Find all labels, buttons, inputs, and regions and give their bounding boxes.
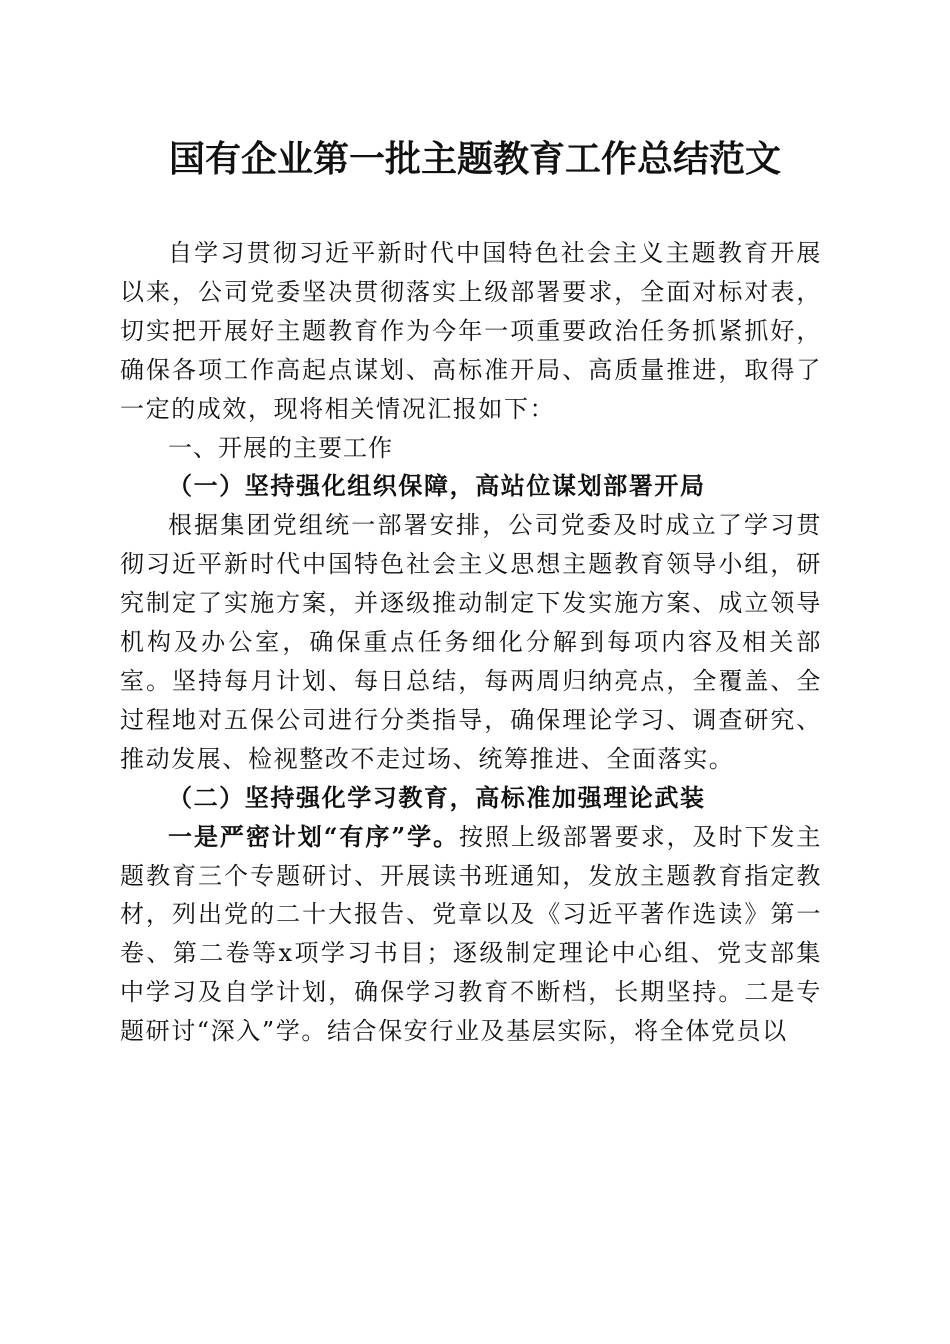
document-title: 国有企业第一批主题教育工作总结范文 xyxy=(168,138,781,180)
subsection-heading-2: （二）坚持强化学习教育，高标准加强理论武装 xyxy=(168,782,706,812)
subsection-2-text: 按照上级部署要求，及时下发主题教育三个专题研讨、开展读书班通知，发放主题教育指定教材，列出党的二十大报告、党章以及《习近平著作选读》第一卷、第二卷等x项学习书目；逐级制定理论中心组、党支部集中学习及自学计划，确保学习教育不断档，长期坚持。二是专题研讨“深入”学。结合保安行业及基层实际，将全体党员以 xyxy=(120,822,822,1046)
subsection-heading-1: （一）坚持强化组织保障，高站位谋划部署开局 xyxy=(168,471,706,501)
intro-paragraph: 自学习贯彻习近平新时代中国特色社会主义主题教育开展以来，公司党委坚决贯彻落实上级部署要求，全面对标对表，切实把开展好主题教育作为今年一项重要政治任务抓紧抓好，确保各项工作高起点谋划、高标准开局、高质量推进，取得了一定的成效，现将相关情况汇报如下： xyxy=(120,239,822,423)
document-body xyxy=(120,234,822,1051)
subsection-1-paragraph: 根据集团党组统一部署安排，公司党委及时成立了学习贯彻习近平新时代中国特色社会主义思想主题教育领导小组，研究制定了实施方案，并逐级推动制定下发实施方案、成立领导机构及办公室，确保重点任务细化分解到每项内容及相关部室。坚持每月计划、每日总结，每两周归纳亮点，全覆盖、全过程地对五保公司进行分类指导，确保理论学习、调查研究、推动发展、检视整改不走过场、统筹推进、全面落实。 xyxy=(120,511,822,773)
subsection-2-lead: 一是严密计划“有序”学。 xyxy=(168,821,460,851)
subsection-2-paragraph xyxy=(120,818,822,1051)
section-heading-1: 一、开展的主要工作 xyxy=(168,433,393,462)
